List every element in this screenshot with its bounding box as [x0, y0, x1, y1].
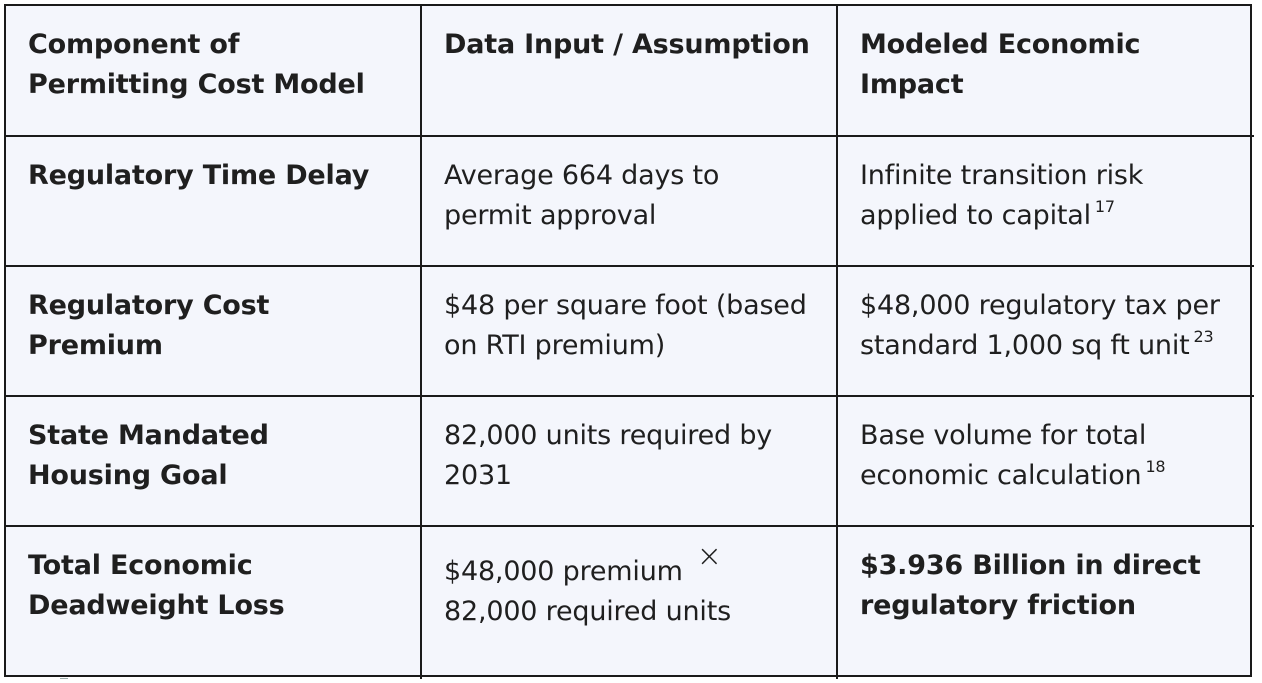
- formula-term-units: 82,000 required units: [444, 596, 731, 627]
- row-input: 82,000 units required by 2031: [421, 396, 837, 526]
- permitting-cost-table: [6, 6, 1254, 679]
- table-row-total: [6, 526, 1254, 679]
- row-component: Regulatory Cost Premium: [6, 266, 421, 396]
- row-impact: [837, 266, 1254, 396]
- table-row: [6, 396, 1254, 526]
- table-header-row: [6, 6, 1254, 136]
- row-impact-total: $3.936 Billion in direct regulatory friction: [837, 526, 1254, 679]
- row-component: Regulatory Time Delay: [6, 136, 421, 266]
- impact-text: Base volume for total economic calculation: [860, 420, 1147, 491]
- row-impact: [837, 136, 1254, 266]
- footnote-ref[interactable]: 23: [1193, 327, 1214, 346]
- impact-text: Infinite transition risk applied to capital: [860, 160, 1144, 231]
- multiply-icon: ×: [696, 539, 722, 574]
- impact-text: $48,000 regulatory tax per standard 1,000 sq ft unit: [860, 290, 1220, 361]
- header-input: Data Input / Assumption: [421, 6, 837, 136]
- header-component: Component of Permitting Cost Model: [6, 6, 421, 136]
- row-component: Total Economic Deadweight Loss: [6, 526, 421, 679]
- divider: [60, 678, 68, 682]
- footnote-ref[interactable]: 17: [1094, 197, 1115, 216]
- row-input: $48 per square foot (based on RTI premium): [421, 266, 837, 396]
- row-component: State Mandated Housing Goal: [6, 396, 421, 526]
- table-row: [6, 266, 1254, 396]
- footnote-ref[interactable]: 18: [1145, 457, 1166, 476]
- cost-model-table-container: [4, 4, 1252, 677]
- row-input-formula: [421, 526, 837, 679]
- row-impact: [837, 396, 1254, 526]
- table-row: [6, 136, 1254, 266]
- header-impact: Modeled Economic Impact: [837, 6, 1254, 136]
- formula-term-premium: $48,000 premium: [444, 556, 683, 587]
- row-input: Average 664 days to permit approval: [421, 136, 837, 266]
